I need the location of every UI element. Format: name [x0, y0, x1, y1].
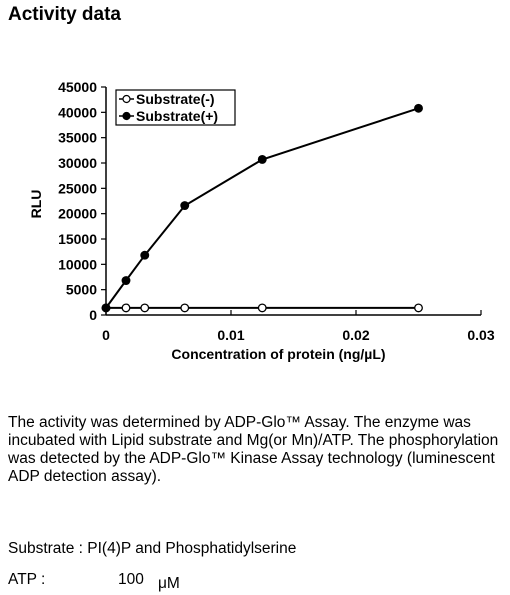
series-line-1: [106, 108, 419, 308]
legend-marker: [123, 113, 130, 120]
y-tick-label: 45000: [58, 79, 97, 95]
y-tick-label: 40000: [58, 104, 97, 121]
legend-marker: [123, 96, 130, 103]
chart-legend: [116, 90, 235, 125]
y-tick-label: 35000: [58, 129, 97, 146]
data-point: [102, 304, 110, 312]
atp-info: [8, 571, 180, 592]
atp-unit: μM: [158, 575, 180, 592]
data-point: [141, 251, 149, 259]
data-point: [415, 104, 423, 112]
data-point: [258, 304, 266, 312]
y-tick-label: 20000: [58, 205, 97, 222]
x-axis-title: Concentration of protein (ng/µL): [171, 346, 386, 362]
data-point: [122, 277, 130, 285]
data-point: [415, 304, 423, 312]
y-tick-label: 15000: [58, 231, 97, 247]
data-point: [258, 156, 266, 164]
legend-label: Substrate(+): [136, 108, 219, 124]
y-tick-label: 25000: [58, 180, 97, 197]
chart-axes: [28, 79, 495, 362]
x-tick-label: 0.03: [467, 327, 495, 343]
y-axis-title: RLU: [28, 189, 44, 219]
y-tick-label: 0: [89, 307, 97, 323]
data-point: [141, 304, 149, 312]
atp-label: ATP :: [8, 571, 46, 588]
x-tick-label: 0.02: [342, 327, 370, 343]
x-tick-label: 0: [102, 327, 110, 343]
substrate-info: Substrate : PI(4)P and Phosphatidylserine: [8, 540, 297, 557]
y-tick-label: 5000: [65, 281, 97, 298]
data-point: [181, 304, 189, 312]
data-point: [122, 304, 130, 312]
chart-series: [102, 104, 422, 311]
y-tick-label: 30000: [58, 155, 97, 171]
assay-description: The activity was determined by ADP-Glo™ Assay. The enzyme was incubated with Lipid substrate and Mg(or Mn)/ATP. The phosphorylation was detected by the ADP-Glo™ Kinase Assay technology (luminescent ADP detection assay).: [8, 414, 499, 485]
y-tick-label: 10000: [58, 256, 97, 273]
atp-value: 100: [118, 571, 144, 588]
page-title: Activity data: [8, 4, 121, 25]
x-tick-label: 0.01: [217, 327, 245, 343]
data-point: [181, 202, 189, 210]
activity-chart: [0, 70, 510, 380]
legend-label: Substrate(-): [136, 91, 215, 107]
